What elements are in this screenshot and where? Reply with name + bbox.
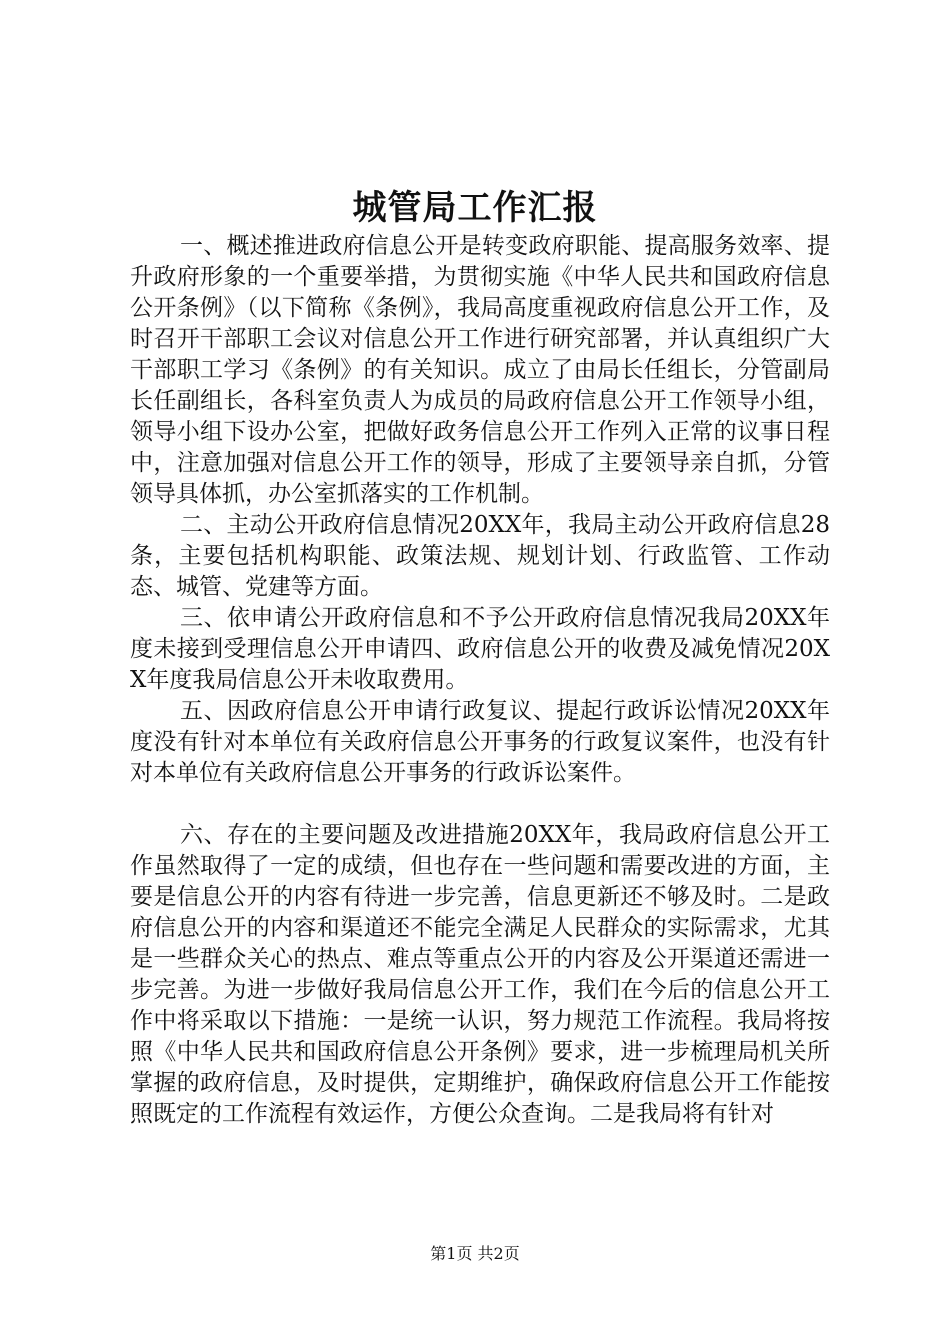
page-footer: 第1页 共2页 [430, 1244, 520, 1263]
paragraph-problems-measures: 六、存在的主要问题及改进措施20XX年，我局政府信息公开工作虽然取得了一定的成绩，但也存在一些问题和需要改进的方面，主要是信息公开的内容有待进一步完善，信息更新还不够及时。二是政府信息公开的内容和渠道还不能完全满足人民群众的实际需求，尤其是一些群众关心的热点、难点等重点公开的内容及公开渠道还需进一步完善。为进一步做好我局信息公开工作，我们在今后的信息公开工作中将采取以下措施：一是统一认识，努力规范工作流程。我局将按照《中华人民共和国政府信息公开条例》要求，进一步梳理局机关所掌握的政府信息，及时提供，定期维护，确保政府信息公开工作能按照既定的工作流程有效运作，方便公众查询。二是我局将有针对 [130, 822, 830, 1127]
paragraph-overview: 一、概述推进政府信息公开是转变政府职能、提高服务效率、提升政府形象的一个重要举措，为贯彻实施《中华人民共和国政府信息公开条例》（以下简称《条例》，我局高度重视政府信息公开工作，及时召开干部职工会议对信息公开工作进行研究部署，并认真组织广大干部职工学习《条例》的有关知识。成立了由局长任组长，分管副局长任副组长，各科室负责人为成员的局政府信息公开工作领导小组，领导小组下设办公室，把做好政务信息公开工作列入正常的议事日程中，注意加强对信息公开工作的领导，形成了主要领导亲自抓，分管领导具体抓，办公室抓落实的工作机制。 [130, 233, 830, 507]
document-title: 城管局工作汇报 [352, 188, 598, 228]
paragraph-active-disclosure: 二、主动公开政府信息情况20XX年，我局主动公开政府信息28条，主要包括机构职能、政策法规、规划计划、行政监管、工作动态、城管、党建等方面。 [130, 512, 830, 600]
document-body [130, 231, 830, 1130]
paragraph-request-disclosure: 三、依申请公开政府信息和不予公开政府信息情况我局20XX年度未接到受理信息公开申请四、政府信息公开的收费及减免情况20XX年度我局信息公开未收取费用。 [130, 605, 830, 693]
paragraph-review-litigation: 五、因政府信息公开申请行政复议、提起行政诉讼情况20XX年度没有针对本单位有关政府信息公开事务的行政复议案件，也没有针对本单位有关政府信息公开事务的行政诉讼案件。 [130, 698, 830, 786]
